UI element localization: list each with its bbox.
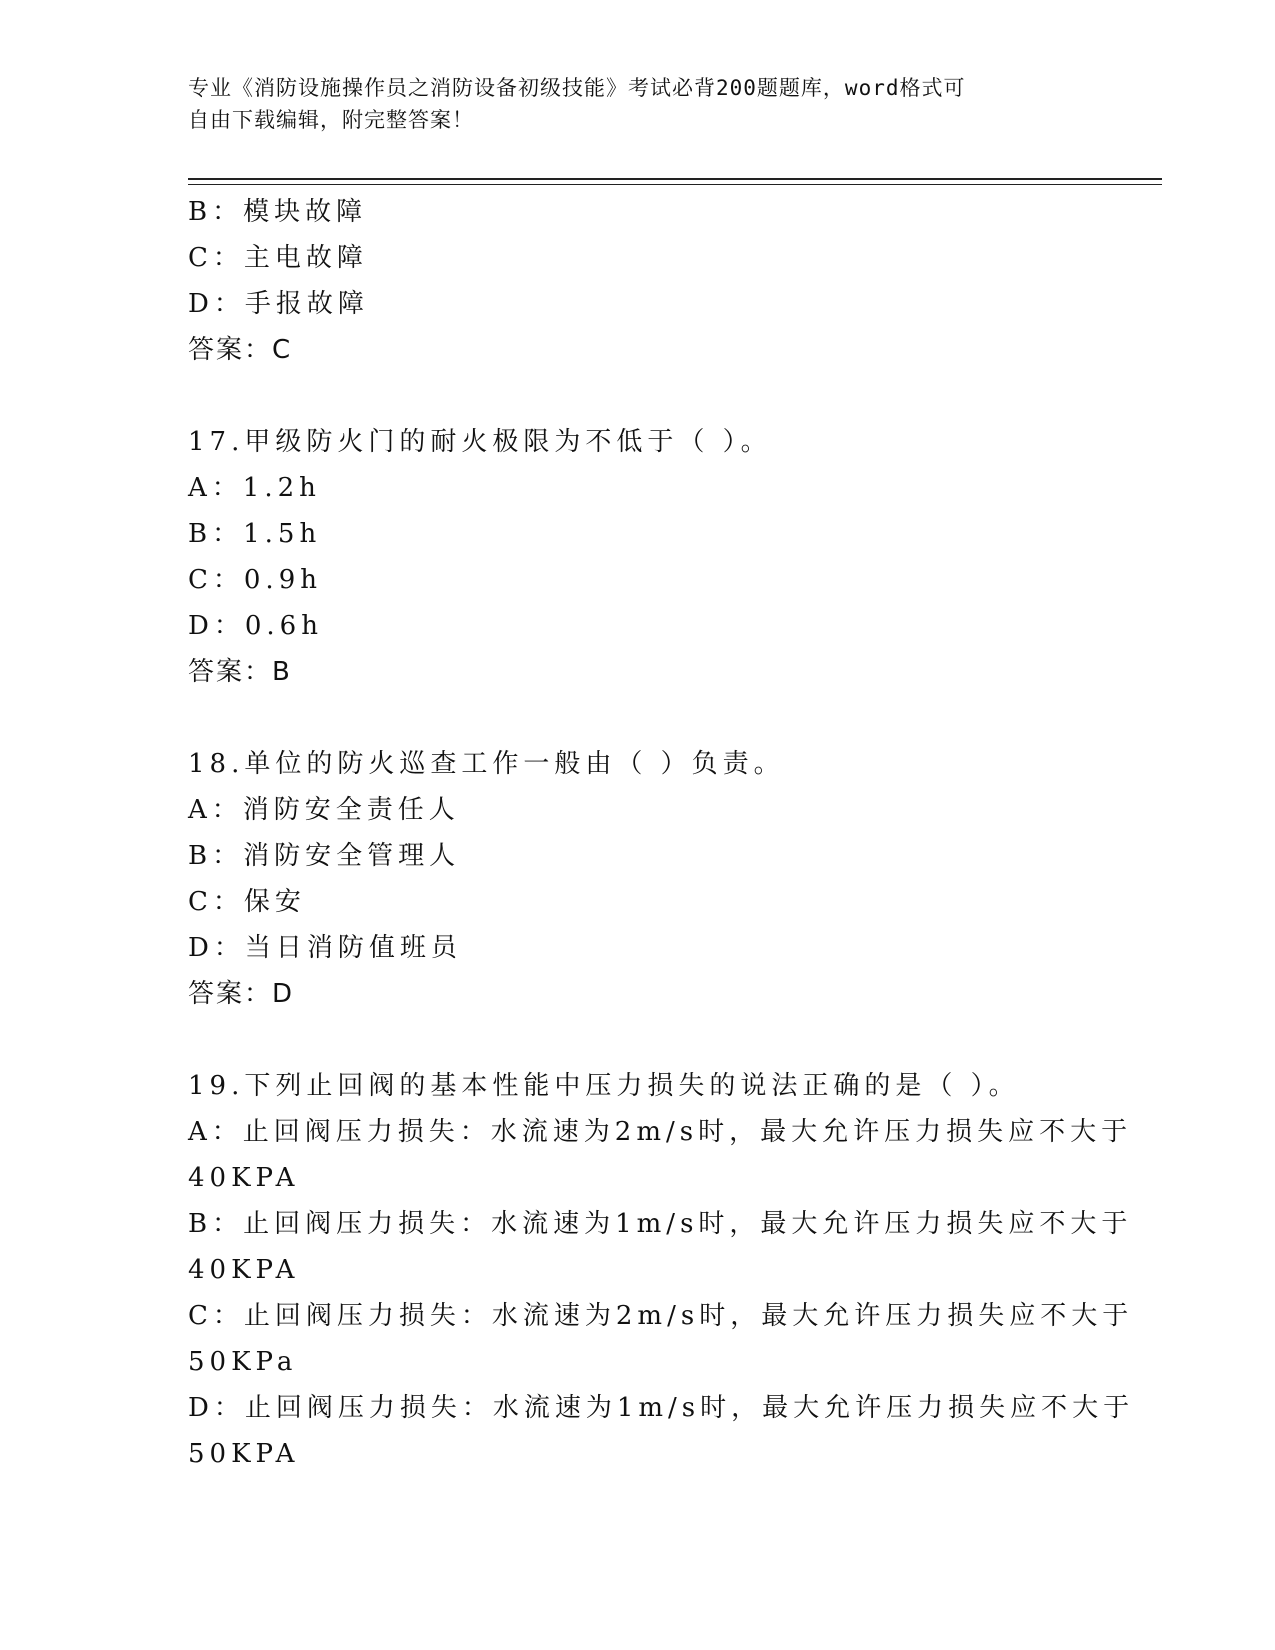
option-b: B：消防安全管理人	[188, 841, 461, 871]
option-d: D：0.6h	[188, 611, 323, 641]
option-c: C：主电故障	[188, 243, 368, 273]
option-d: D：当日消防值班员	[188, 933, 462, 963]
question-stem: 18.单位的防火巡查工作一般由（ ）负责。	[188, 749, 785, 779]
question-stem: 19.下列止回阀的基本性能中压力损失的说法正确的是（ ）。	[188, 1071, 1020, 1101]
option-a: A：1.2h	[188, 473, 321, 503]
option-c-line-1: C：止回阀压力损失：水流速为2m/s时，最大允许压力损失应不大于	[188, 1301, 1134, 1331]
option-b-line-2: 40KPA	[188, 1255, 300, 1285]
header-divider-thick	[188, 178, 1162, 180]
header-line-2: 自由下载编辑，附完整答案！	[188, 108, 474, 132]
question-16-tail	[188, 189, 1088, 373]
option-d-line-2: 50KPA	[188, 1439, 300, 1469]
question-19	[188, 1063, 1135, 1477]
question-17	[188, 419, 1088, 695]
answer: 答案：D	[188, 979, 295, 1009]
option-c: C：0.9h	[188, 565, 322, 595]
answer: 答案：B	[188, 657, 292, 687]
question-stem: 17.甲级防火门的耐火极限为不低于（ ）。	[188, 427, 772, 457]
header-line-1: 专业《消防设施操作员之消防设备初级技能》考试必背200题题库，word格式可	[188, 76, 966, 100]
option-d: D：手报故障	[188, 289, 369, 319]
option-b-line-1: B：止回阀压力损失：水流速为1m/s时，最大允许压力损失应不大于	[188, 1209, 1133, 1239]
option-b: B：模块故障	[188, 197, 368, 227]
option-c-line-2: 50KPa	[188, 1347, 298, 1377]
option-a: A：消防安全责任人	[188, 795, 460, 825]
option-b: B：1.5h	[188, 519, 322, 549]
answer: 答案：C	[188, 335, 293, 365]
option-c: C：保安	[188, 887, 306, 917]
document-header	[188, 72, 1068, 136]
header-divider-thin	[188, 184, 1162, 185]
option-a-line-2: 40KPA	[188, 1163, 300, 1193]
question-list	[188, 189, 1135, 1477]
option-d-line-1: D：止回阀压力损失：水流速为1m/s时，最大允许压力损失应不大于	[188, 1393, 1135, 1423]
question-18	[188, 741, 1088, 1017]
option-a-line-1: A：止回阀压力损失：水流速为2m/s时，最大允许压力损失应不大于	[188, 1117, 1133, 1147]
